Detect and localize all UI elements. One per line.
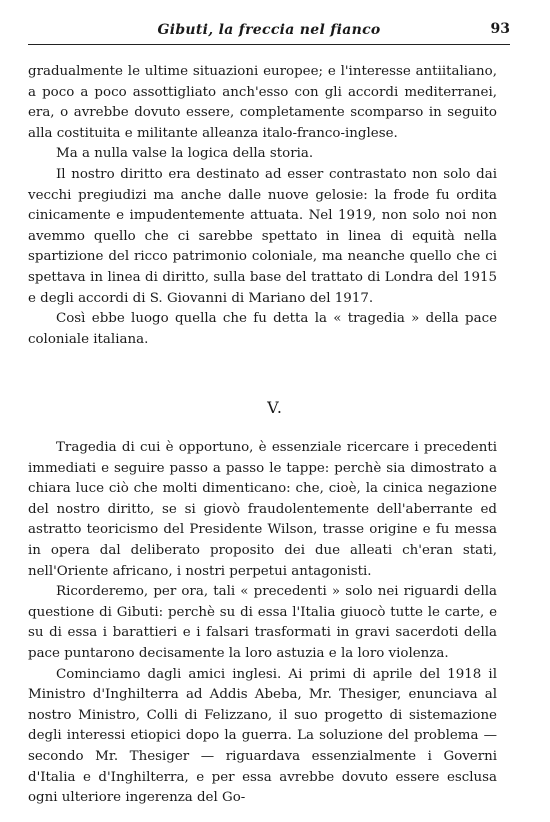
paragraph: Ricorderemo, per ora, tali « precedenti » solo nei riguardi della questione di Gibuti: perchè su di essa l'Italia giuocò tutte le carte, e su di essa i barattieri e i falsari trasformati in gravi sacerdoti della pace puntarono decisamente la loro astuzia e la loro violenza. — [28, 584, 497, 661]
page-number: 93 — [490, 21, 510, 37]
running-title: Gibuti, la freccia nel fianco — [157, 22, 381, 38]
paragraph: Tragedia di cui è opportuno, è essenziale ricercare i precedenti immediati e seguire passo a passo le tappe: perchè sia dimostrato a chiara luce ciò che molti dimenticano: che, cioè, la cinica negazione del nostro diritto, se si giovò fraudolentemente dell'aberrante ed astratto teoricismo del Presidente Wilson, trasse origine e fu messa in opera dal deliberato proposito dei due alleati ch'eran stati, nell'Oriente africano, i nostri perpetui antagonisti. — [28, 440, 497, 579]
paragraph: Così ebbe luogo quella che fu detta la « tragedia » della pace coloniale italiana. — [28, 311, 497, 347]
paragraph: Ma a nulla valse la logica della storia. — [56, 146, 314, 162]
text-block-after-section — [28, 438, 497, 809]
paragraph: Il nostro diritto era destinato ad esser contrastato non solo dai vecchi pregiudizi ma anche dalle nuove gelosie: la frode fu ordita cinicamente e impudentemente attuata. Nel 1919, non solo noi non avemmo quello che ci sarebbe spettato in linea di equità nella spartizione del ricco patrimonio coloniale, ma neanche quello che ci spettava in linea di diritto, sulla base del trattato di Londra del 1915 e degli accordi di S. Giovanni di Mariano del 1917. — [28, 166, 497, 306]
paragraph: Cominciamo dagli amici inglesi. Ai primi di aprile del 1918 il Ministro d'Inghilterra ad Addis Abeba, Mr. Thesiger, enunciava al nostro Ministro, Colli di Felizzano, il suo progetto di sistemazione degli interessi etiopici dopo la guerra. La soluzione del problema — secondo Mr. Thesiger — riguardava essenzialmente i Governi d'Italia e d'Inghilterra, e per essa avrebbe dovuto essere esclusa ogni ulteriore ingerenza del Go- — [28, 666, 497, 806]
section-heading: V. — [267, 398, 283, 417]
running-header — [28, 18, 510, 45]
paragraph: gradualmente le ultime situazioni europee; e l'interesse antiitaliano, a poco a poco assottigliato anch'esso con gli accordi mediterranei, era, o avrebbe dovuto essere, completamente scomparso in seguito alla costituita e militante alleanza italo-franco-inglese. — [28, 64, 497, 141]
text-block-before-section — [28, 62, 497, 350]
